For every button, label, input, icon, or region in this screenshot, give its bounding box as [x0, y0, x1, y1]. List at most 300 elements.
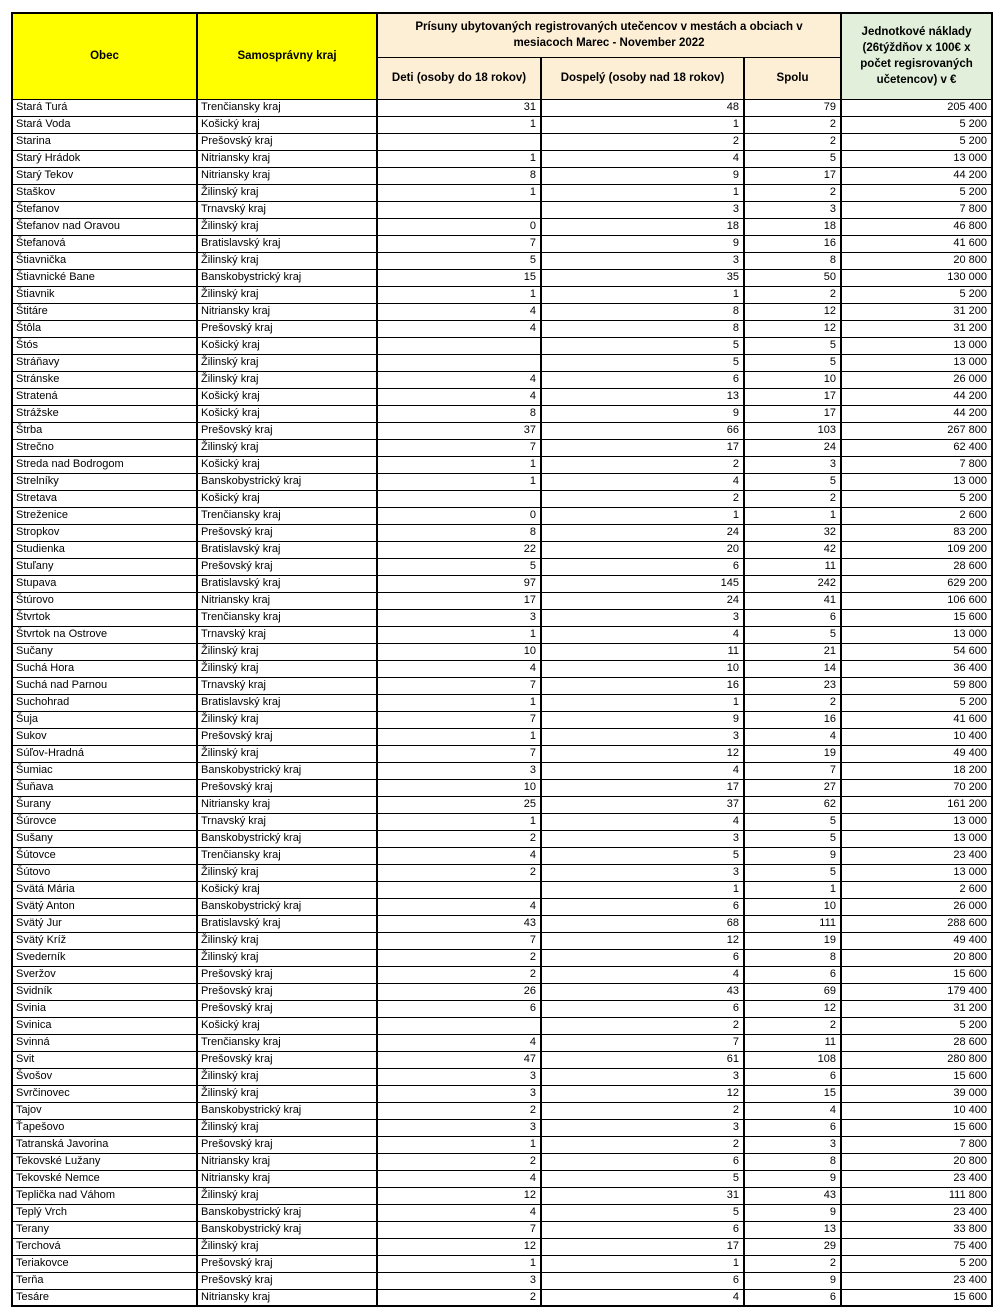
cell-obec: Stránske	[12, 371, 197, 388]
cell-spolu: 6	[744, 1068, 841, 1085]
table-row	[12, 575, 992, 592]
cell-spolu: 12	[744, 320, 841, 337]
cell-spolu: 32	[744, 524, 841, 541]
cell-spolu: 2	[744, 1255, 841, 1272]
refugee-costs-table	[11, 12, 993, 1307]
cell-kraj: Žilinský kraj	[197, 1187, 377, 1204]
cell-kraj: Nitriansky kraj	[197, 1289, 377, 1306]
table-row	[12, 643, 992, 660]
cell-kraj: Košický kraj	[197, 337, 377, 354]
cell-spolu: 5	[744, 813, 841, 830]
cell-naklady: 130 000	[841, 269, 992, 286]
cell-deti: 4	[377, 371, 541, 388]
cell-obec: Suchá Hora	[12, 660, 197, 677]
cell-kraj: Prešovský kraj	[197, 1136, 377, 1153]
cell-deti: 22	[377, 541, 541, 558]
cell-dospeli: 12	[541, 1085, 744, 1102]
cell-deti: 7	[377, 711, 541, 728]
cell-naklady: 13 000	[841, 473, 992, 490]
cell-spolu: 17	[744, 405, 841, 422]
cell-dospeli: 48	[541, 99, 744, 116]
table-row	[12, 813, 992, 830]
cell-obec: Šuja	[12, 711, 197, 728]
cell-kraj: Prešovský kraj	[197, 558, 377, 575]
table-row	[12, 1136, 992, 1153]
cell-obec: Šútovo	[12, 864, 197, 881]
cell-obec: Starý Tekov	[12, 167, 197, 184]
cell-deti: 0	[377, 507, 541, 524]
cell-spolu: 6	[744, 1289, 841, 1306]
cell-dospeli: 5	[541, 337, 744, 354]
cell-naklady: 39 000	[841, 1085, 992, 1102]
table-row	[12, 711, 992, 728]
cell-naklady: 13 000	[841, 150, 992, 167]
cell-obec: Štiavnik	[12, 286, 197, 303]
cell-obec: Šútovce	[12, 847, 197, 864]
cell-naklady: 36 400	[841, 660, 992, 677]
table-row	[12, 626, 992, 643]
cell-spolu: 24	[744, 439, 841, 456]
cell-spolu: 42	[744, 541, 841, 558]
cell-naklady: 13 000	[841, 864, 992, 881]
cell-obec: Svit	[12, 1051, 197, 1068]
cell-deti: 4	[377, 388, 541, 405]
cell-dospeli: 66	[541, 422, 744, 439]
cell-deti: 1	[377, 116, 541, 133]
cell-obec: Ťapešovo	[12, 1119, 197, 1136]
cell-dospeli: 1	[541, 881, 744, 898]
cell-kraj: Prešovský kraj	[197, 1000, 377, 1017]
cell-obec: Svätá Mária	[12, 881, 197, 898]
cell-kraj: Košický kraj	[197, 388, 377, 405]
cell-dospeli: 16	[541, 677, 744, 694]
cell-obec: Terany	[12, 1221, 197, 1238]
cell-kraj: Banskobystrický kraj	[197, 1204, 377, 1221]
table-row	[12, 133, 992, 150]
cell-kraj: Prešovský kraj	[197, 1272, 377, 1289]
table-row	[12, 745, 992, 762]
cell-deti: 7	[377, 235, 541, 252]
table-row	[12, 303, 992, 320]
table-row	[12, 796, 992, 813]
cell-dospeli: 43	[541, 983, 744, 1000]
cell-obec: Štós	[12, 337, 197, 354]
cell-obec: Stará Turá	[12, 99, 197, 116]
cell-kraj: Bratislavský kraj	[197, 694, 377, 711]
cell-naklady: 20 800	[841, 1153, 992, 1170]
table-row	[12, 1255, 992, 1272]
cell-spolu: 5	[744, 354, 841, 371]
cell-spolu: 111	[744, 915, 841, 932]
table-row	[12, 966, 992, 983]
cell-dospeli: 6	[541, 558, 744, 575]
cell-kraj: Žilinský kraj	[197, 439, 377, 456]
table-row	[12, 898, 992, 915]
cell-kraj: Nitriansky kraj	[197, 167, 377, 184]
table-row	[12, 558, 992, 575]
cell-naklady: 44 200	[841, 388, 992, 405]
cell-spolu: 16	[744, 235, 841, 252]
cell-spolu: 5	[744, 830, 841, 847]
cell-obec: Svinica	[12, 1017, 197, 1034]
table-row	[12, 592, 992, 609]
cell-deti: 2	[377, 949, 541, 966]
table-row	[12, 405, 992, 422]
cell-dospeli: 4	[541, 813, 744, 830]
cell-obec: Štvrtok	[12, 609, 197, 626]
table-row	[12, 371, 992, 388]
cell-deti: 47	[377, 1051, 541, 1068]
cell-kraj: Prešovský kraj	[197, 320, 377, 337]
cell-naklady: 44 200	[841, 167, 992, 184]
cell-deti: 10	[377, 779, 541, 796]
cell-spolu: 5	[744, 473, 841, 490]
table-row	[12, 728, 992, 745]
cell-deti	[377, 354, 541, 371]
cell-kraj: Nitriansky kraj	[197, 150, 377, 167]
cell-spolu: 19	[744, 932, 841, 949]
cell-obec: Studienka	[12, 541, 197, 558]
table-row	[12, 983, 992, 1000]
cell-naklady: 13 000	[841, 830, 992, 847]
cell-obec: Svederník	[12, 949, 197, 966]
cell-spolu: 6	[744, 1119, 841, 1136]
cell-deti: 4	[377, 847, 541, 864]
cell-deti: 17	[377, 592, 541, 609]
cell-naklady: 109 200	[841, 541, 992, 558]
cell-deti: 25	[377, 796, 541, 813]
cell-naklady: 26 000	[841, 371, 992, 388]
cell-kraj: Prešovský kraj	[197, 983, 377, 1000]
cell-spolu: 6	[744, 609, 841, 626]
cell-dospeli: 1	[541, 1255, 744, 1272]
table-row	[12, 354, 992, 371]
cell-naklady: 10 400	[841, 1102, 992, 1119]
cell-deti: 1	[377, 694, 541, 711]
cell-spolu: 69	[744, 983, 841, 1000]
cell-kraj: Prešovský kraj	[197, 1051, 377, 1068]
cell-spolu: 5	[744, 626, 841, 643]
cell-naklady: 49 400	[841, 745, 992, 762]
cell-kraj: Trenčiansky kraj	[197, 99, 377, 116]
cell-naklady: 28 600	[841, 1034, 992, 1051]
cell-spolu: 17	[744, 388, 841, 405]
cell-kraj: Žilinský kraj	[197, 949, 377, 966]
cell-naklady: 31 200	[841, 1000, 992, 1017]
cell-deti: 4	[377, 898, 541, 915]
cell-deti: 1	[377, 473, 541, 490]
cell-deti	[377, 1017, 541, 1034]
cell-obec: Štiavnické Bane	[12, 269, 197, 286]
cell-spolu: 4	[744, 728, 841, 745]
cell-deti: 8	[377, 167, 541, 184]
cell-kraj: Banskobystrický kraj	[197, 898, 377, 915]
cell-naklady: 280 800	[841, 1051, 992, 1068]
cell-kraj: Banskobystrický kraj	[197, 830, 377, 847]
cell-spolu: 2	[744, 184, 841, 201]
cell-kraj: Nitriansky kraj	[197, 1170, 377, 1187]
cell-spolu: 15	[744, 1085, 841, 1102]
cell-naklady: 5 200	[841, 490, 992, 507]
cell-kraj: Žilinský kraj	[197, 252, 377, 269]
cell-dospeli: 4	[541, 762, 744, 779]
cell-spolu: 17	[744, 167, 841, 184]
cell-dospeli: 9	[541, 711, 744, 728]
cell-naklady: 23 400	[841, 847, 992, 864]
cell-obec: Sučany	[12, 643, 197, 660]
cell-obec: Starý Hrádok	[12, 150, 197, 167]
cell-naklady: 13 000	[841, 337, 992, 354]
cell-obec: Štôla	[12, 320, 197, 337]
cell-naklady: 70 200	[841, 779, 992, 796]
table-row	[12, 1051, 992, 1068]
cell-dospeli: 24	[541, 524, 744, 541]
cell-kraj: Žilinský kraj	[197, 643, 377, 660]
cell-dospeli: 5	[541, 847, 744, 864]
cell-spolu: 9	[744, 1204, 841, 1221]
cell-spolu: 2	[744, 490, 841, 507]
cell-spolu: 4	[744, 1102, 841, 1119]
cell-spolu: 11	[744, 1034, 841, 1051]
cell-deti	[377, 201, 541, 218]
cell-obec: Suchá nad Parnou	[12, 677, 197, 694]
cell-dospeli: 37	[541, 796, 744, 813]
cell-spolu: 3	[744, 456, 841, 473]
cell-kraj: Žilinský kraj	[197, 660, 377, 677]
cell-obec: Stráňavy	[12, 354, 197, 371]
cell-kraj: Trenčiansky kraj	[197, 1034, 377, 1051]
cell-spolu: 9	[744, 1170, 841, 1187]
cell-naklady: 13 000	[841, 813, 992, 830]
cell-obec: Svätý Jur	[12, 915, 197, 932]
cell-dospeli: 2	[541, 490, 744, 507]
cell-dospeli: 5	[541, 1170, 744, 1187]
cell-obec: Šúrovce	[12, 813, 197, 830]
cell-deti: 26	[377, 983, 541, 1000]
table-body	[12, 99, 992, 1306]
cell-obec: Stretava	[12, 490, 197, 507]
cell-kraj: Žilinský kraj	[197, 371, 377, 388]
cell-obec: Šuňava	[12, 779, 197, 796]
cell-deti: 2	[377, 1289, 541, 1306]
cell-naklady: 41 600	[841, 235, 992, 252]
cell-dospeli: 5	[541, 354, 744, 371]
cell-obec: Svinia	[12, 1000, 197, 1017]
cell-dospeli: 1	[541, 507, 744, 524]
cell-spolu: 41	[744, 592, 841, 609]
cell-spolu: 5	[744, 864, 841, 881]
cell-kraj: Banskobystrický kraj	[197, 1102, 377, 1119]
cell-naklady: 49 400	[841, 932, 992, 949]
cell-naklady: 31 200	[841, 320, 992, 337]
column-header-dospeli: Dospelý (osoby nad 18 rokov)	[541, 57, 744, 99]
cell-obec: Sušany	[12, 830, 197, 847]
cell-dospeli: 10	[541, 660, 744, 677]
cell-naklady: 20 800	[841, 252, 992, 269]
cell-obec: Streda nad Bodrogom	[12, 456, 197, 473]
cell-naklady: 31 200	[841, 303, 992, 320]
cell-kraj: Žilinský kraj	[197, 711, 377, 728]
table-row	[12, 524, 992, 541]
table-row	[12, 609, 992, 626]
cell-dospeli: 4	[541, 150, 744, 167]
cell-deti: 43	[377, 915, 541, 932]
cell-spolu: 2	[744, 133, 841, 150]
cell-spolu: 8	[744, 1153, 841, 1170]
cell-spolu: 43	[744, 1187, 841, 1204]
cell-naklady: 5 200	[841, 1017, 992, 1034]
table-row	[12, 1068, 992, 1085]
column-header-kraj: Samosprávny kraj	[197, 13, 377, 99]
cell-spolu: 5	[744, 150, 841, 167]
cell-deti: 3	[377, 762, 541, 779]
cell-deti: 1	[377, 184, 541, 201]
cell-naklady: 179 400	[841, 983, 992, 1000]
cell-obec: Strelníky	[12, 473, 197, 490]
cell-deti: 5	[377, 558, 541, 575]
cell-kraj: Trenčiansky kraj	[197, 609, 377, 626]
cell-dospeli: 6	[541, 1272, 744, 1289]
table-row	[12, 456, 992, 473]
cell-spolu: 2	[744, 1017, 841, 1034]
cell-dospeli: 17	[541, 439, 744, 456]
cell-dospeli: 11	[541, 643, 744, 660]
cell-kraj: Nitriansky kraj	[197, 1153, 377, 1170]
cell-naklady: 15 600	[841, 1289, 992, 1306]
cell-naklady: 288 600	[841, 915, 992, 932]
cell-spolu: 2	[744, 694, 841, 711]
cell-kraj: Žilinský kraj	[197, 1238, 377, 1255]
cell-spolu: 10	[744, 898, 841, 915]
table-row	[12, 779, 992, 796]
cell-spolu: 9	[744, 847, 841, 864]
cell-dospeli: 1	[541, 694, 744, 711]
cell-deti: 1	[377, 813, 541, 830]
cell-deti: 4	[377, 1204, 541, 1221]
cell-naklady: 26 000	[841, 898, 992, 915]
cell-naklady: 267 800	[841, 422, 992, 439]
cell-spolu: 1	[744, 507, 841, 524]
table-row	[12, 1085, 992, 1102]
refugee-costs-table-container	[11, 12, 993, 1307]
cell-deti: 4	[377, 303, 541, 320]
table-row	[12, 762, 992, 779]
cell-naklady: 15 600	[841, 966, 992, 983]
table-row	[12, 1170, 992, 1187]
cell-deti: 12	[377, 1238, 541, 1255]
cell-kraj: Žilinský kraj	[197, 745, 377, 762]
cell-dospeli: 13	[541, 388, 744, 405]
cell-deti	[377, 881, 541, 898]
table-row	[12, 1221, 992, 1238]
cell-deti: 6	[377, 1000, 541, 1017]
cell-obec: Štiavnička	[12, 252, 197, 269]
cell-naklady: 2 600	[841, 507, 992, 524]
cell-naklady: 23 400	[841, 1170, 992, 1187]
cell-deti: 7	[377, 932, 541, 949]
cell-spolu: 2	[744, 116, 841, 133]
cell-dospeli: 3	[541, 1068, 744, 1085]
cell-kraj: Žilinský kraj	[197, 932, 377, 949]
cell-deti	[377, 337, 541, 354]
cell-dospeli: 7	[541, 1034, 744, 1051]
cell-dospeli: 4	[541, 473, 744, 490]
cell-obec: Svätý Kríž	[12, 932, 197, 949]
cell-naklady: 106 600	[841, 592, 992, 609]
cell-obec: Súľov-Hradná	[12, 745, 197, 762]
cell-dospeli: 4	[541, 966, 744, 983]
cell-kraj: Trnavský kraj	[197, 201, 377, 218]
cell-kraj: Nitriansky kraj	[197, 796, 377, 813]
cell-kraj: Košický kraj	[197, 1017, 377, 1034]
table-row	[12, 1153, 992, 1170]
column-header-spolu: Spolu	[744, 57, 841, 99]
cell-deti: 37	[377, 422, 541, 439]
cell-kraj: Žilinský kraj	[197, 1119, 377, 1136]
column-header-naklady: Jednotkové náklady (26týždňov x 100€ x počet regisrovaných učetencov) v €	[841, 13, 992, 99]
cell-naklady: 5 200	[841, 694, 992, 711]
cell-obec: Starina	[12, 133, 197, 150]
cell-deti: 1	[377, 150, 541, 167]
table-row	[12, 218, 992, 235]
cell-spolu: 18	[744, 218, 841, 235]
cell-deti: 0	[377, 218, 541, 235]
table-row	[12, 252, 992, 269]
table-row	[12, 915, 992, 932]
cell-naklady: 5 200	[841, 116, 992, 133]
cell-naklady: 54 600	[841, 643, 992, 660]
table-row	[12, 1204, 992, 1221]
cell-deti: 5	[377, 252, 541, 269]
table-row	[12, 1102, 992, 1119]
cell-naklady: 5 200	[841, 286, 992, 303]
table-row	[12, 167, 992, 184]
cell-kraj: Prešovský kraj	[197, 422, 377, 439]
table-row	[12, 881, 992, 898]
table-row	[12, 1017, 992, 1034]
cell-kraj: Prešovský kraj	[197, 966, 377, 983]
cell-dospeli: 145	[541, 575, 744, 592]
cell-spolu: 3	[744, 201, 841, 218]
table-row	[12, 150, 992, 167]
cell-deti: 7	[377, 745, 541, 762]
cell-naklady: 20 800	[841, 949, 992, 966]
cell-kraj: Bratislavský kraj	[197, 235, 377, 252]
cell-dospeli: 3	[541, 830, 744, 847]
table-row	[12, 677, 992, 694]
cell-naklady: 75 400	[841, 1238, 992, 1255]
cell-dospeli: 6	[541, 898, 744, 915]
cell-obec: Štefanov	[12, 201, 197, 218]
cell-spolu: 8	[744, 252, 841, 269]
cell-obec: Teplý Vrch	[12, 1204, 197, 1221]
cell-dospeli: 6	[541, 949, 744, 966]
cell-dospeli: 3	[541, 252, 744, 269]
cell-kraj: Žilinský kraj	[197, 218, 377, 235]
cell-naklady: 7 800	[841, 456, 992, 473]
cell-kraj: Trnavský kraj	[197, 813, 377, 830]
table-row	[12, 286, 992, 303]
cell-obec: Terchová	[12, 1238, 197, 1255]
cell-kraj: Žilinský kraj	[197, 1085, 377, 1102]
cell-deti: 1	[377, 456, 541, 473]
cell-spolu: 23	[744, 677, 841, 694]
cell-dospeli: 2	[541, 133, 744, 150]
cell-kraj: Košický kraj	[197, 881, 377, 898]
cell-dospeli: 4	[541, 626, 744, 643]
cell-naklady: 5 200	[841, 133, 992, 150]
table-row	[12, 184, 992, 201]
